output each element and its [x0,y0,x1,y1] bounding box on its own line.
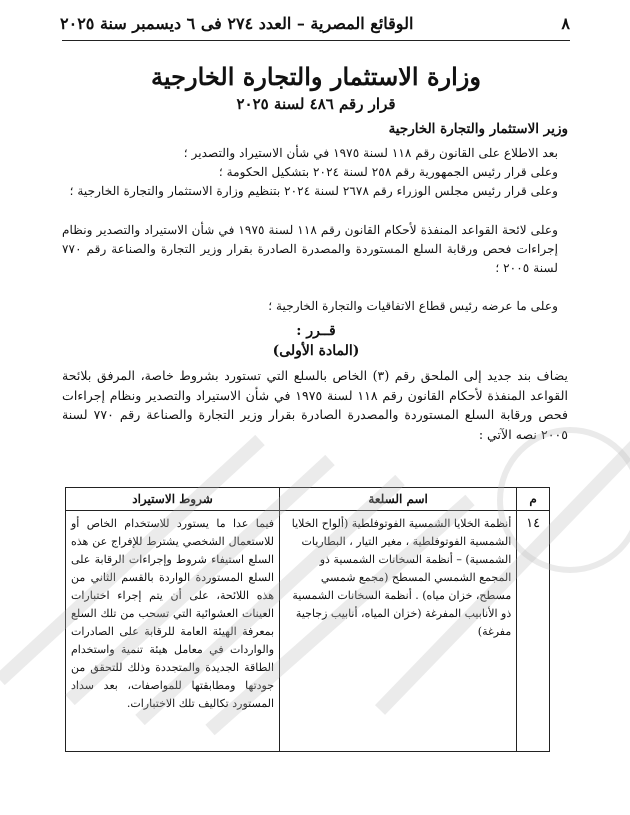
page-number: ٨ [561,13,570,33]
table-header-row [66,488,550,511]
preamble-line: وعلى لائحة القواعد المنفذة لأحكام القانون رقم ١١٨ لسنة ١٩٧٥ في شأن الاستيراد والتصدير ونظام إجراءات فحص ورقابة السلع المستوردة والمصدرة الصادرة بقرار وزير التجارة والصناعة رقم ٧٧٠ لسنة ٢٠٠٥ ؛ [62,223,559,275]
product-name-cell: أنظمة الخلايا الشمسية الفوتوفلطية (ألواح الخلايا الشمسية الفوتوفلطية ، مغير التيار ، البطاريات الشمسية) – أنظمة السخانات الشمسية ذو المجمع الشمسي المسطح (مجمع شمسي مسطح، خزان مياه) . أنظمة السخانات الشمسية ذو الأنابيب المفرغة (خزان المياه، أنابيب زجاجية مفرغة) [280,511,517,752]
preamble-line: وعلى قرار رئيس مجلس الوزراء رقم ٢٦٧٨ لسنة ٢٠٢٤ بتنظيم وزارة الاستثمار والتجارة الخارجية ؛ [69,184,558,198]
article-one-text: يضاف بند جديد إلى الملحق رقم (٣) الخاص بالسلع التي تستورد بشروط خاصة، المرفق بلائحة القواعد المنفذة لأحكام القانون رقم ١١٨ لسنة ١٩٧٥ في شأن الاستيراد والتصدير ونظام إجراءات فحص ورقابة السلع المستوردة والمصدرة الصادرة بقرار وزير التجارة والصناعة رقم ٧٧٠ لسنة ٢٠٠٥ نصه الآتي : [62,368,568,442]
table-row [66,511,550,752]
header-divider [62,40,570,41]
column-header-conditions: شروط الاستيراد [66,488,280,511]
row-number: ١٤ [517,511,550,752]
decides-heading: قــرر : [296,323,336,339]
decree-title: قرار رقم ٤٨٦ لسنة ٢٠٢٥ [236,95,396,113]
preamble-line: وعلى قرار رئيس الجمهورية رقم ٢٥٨ لسنة ٢٠٢٤ بتشكيل الحكومة ؛ [218,165,558,179]
ministry-title: وزارة الاستثمار والتجارة الخارجية [151,62,481,91]
page-header [60,10,570,36]
column-header-product: اسم السلعة [280,488,517,511]
preamble-line: بعد الاطلاع على القانون رقم ١١٨ لسنة ١٩٧٥ في شأن الاستيراد والتصدير ؛ [183,146,558,160]
gazette-issue-line: الوقائع المصرية – العدد ٢٧٤ فى ٦ ديسمبر سنة ٢٠٢٥ [60,13,414,33]
preamble-line: وعلى ما عرضه رئيس قطاع الاتفاقيات والتجارة الخارجية ؛ [268,299,558,313]
import-conditions-cell: فيما عدا ما يستورد للاستخدام الخاص أو للاستعمال الشخصي يشترط للإفراج عن هذه السلع استيفاء شروط وإجراءات الرقابة على السلع المستوردة الواردة بالقسم الثاني من هذه اللائحة، على أن يتم إجراء اختبارات العينات العشوائية التي تسحب من تلك السلع بمعرفة الهيئة العامة للرقابة على الصادرات والواردات في معامل هيئة تنمية واستخدام الطاقة الجديدة والمتجددة وذلك للتحقق من جودتها ومطابقتها للمواصفات، بعد سداد المستورد تكاليف تلك الاختبارات. [66,511,280,752]
article-one-heading: (المادة الأولى) [272,343,360,359]
minister-title: وزير الاستثمار والتجارة الخارجية [388,121,568,137]
items-table [65,487,550,752]
column-header-number: م [517,488,550,511]
